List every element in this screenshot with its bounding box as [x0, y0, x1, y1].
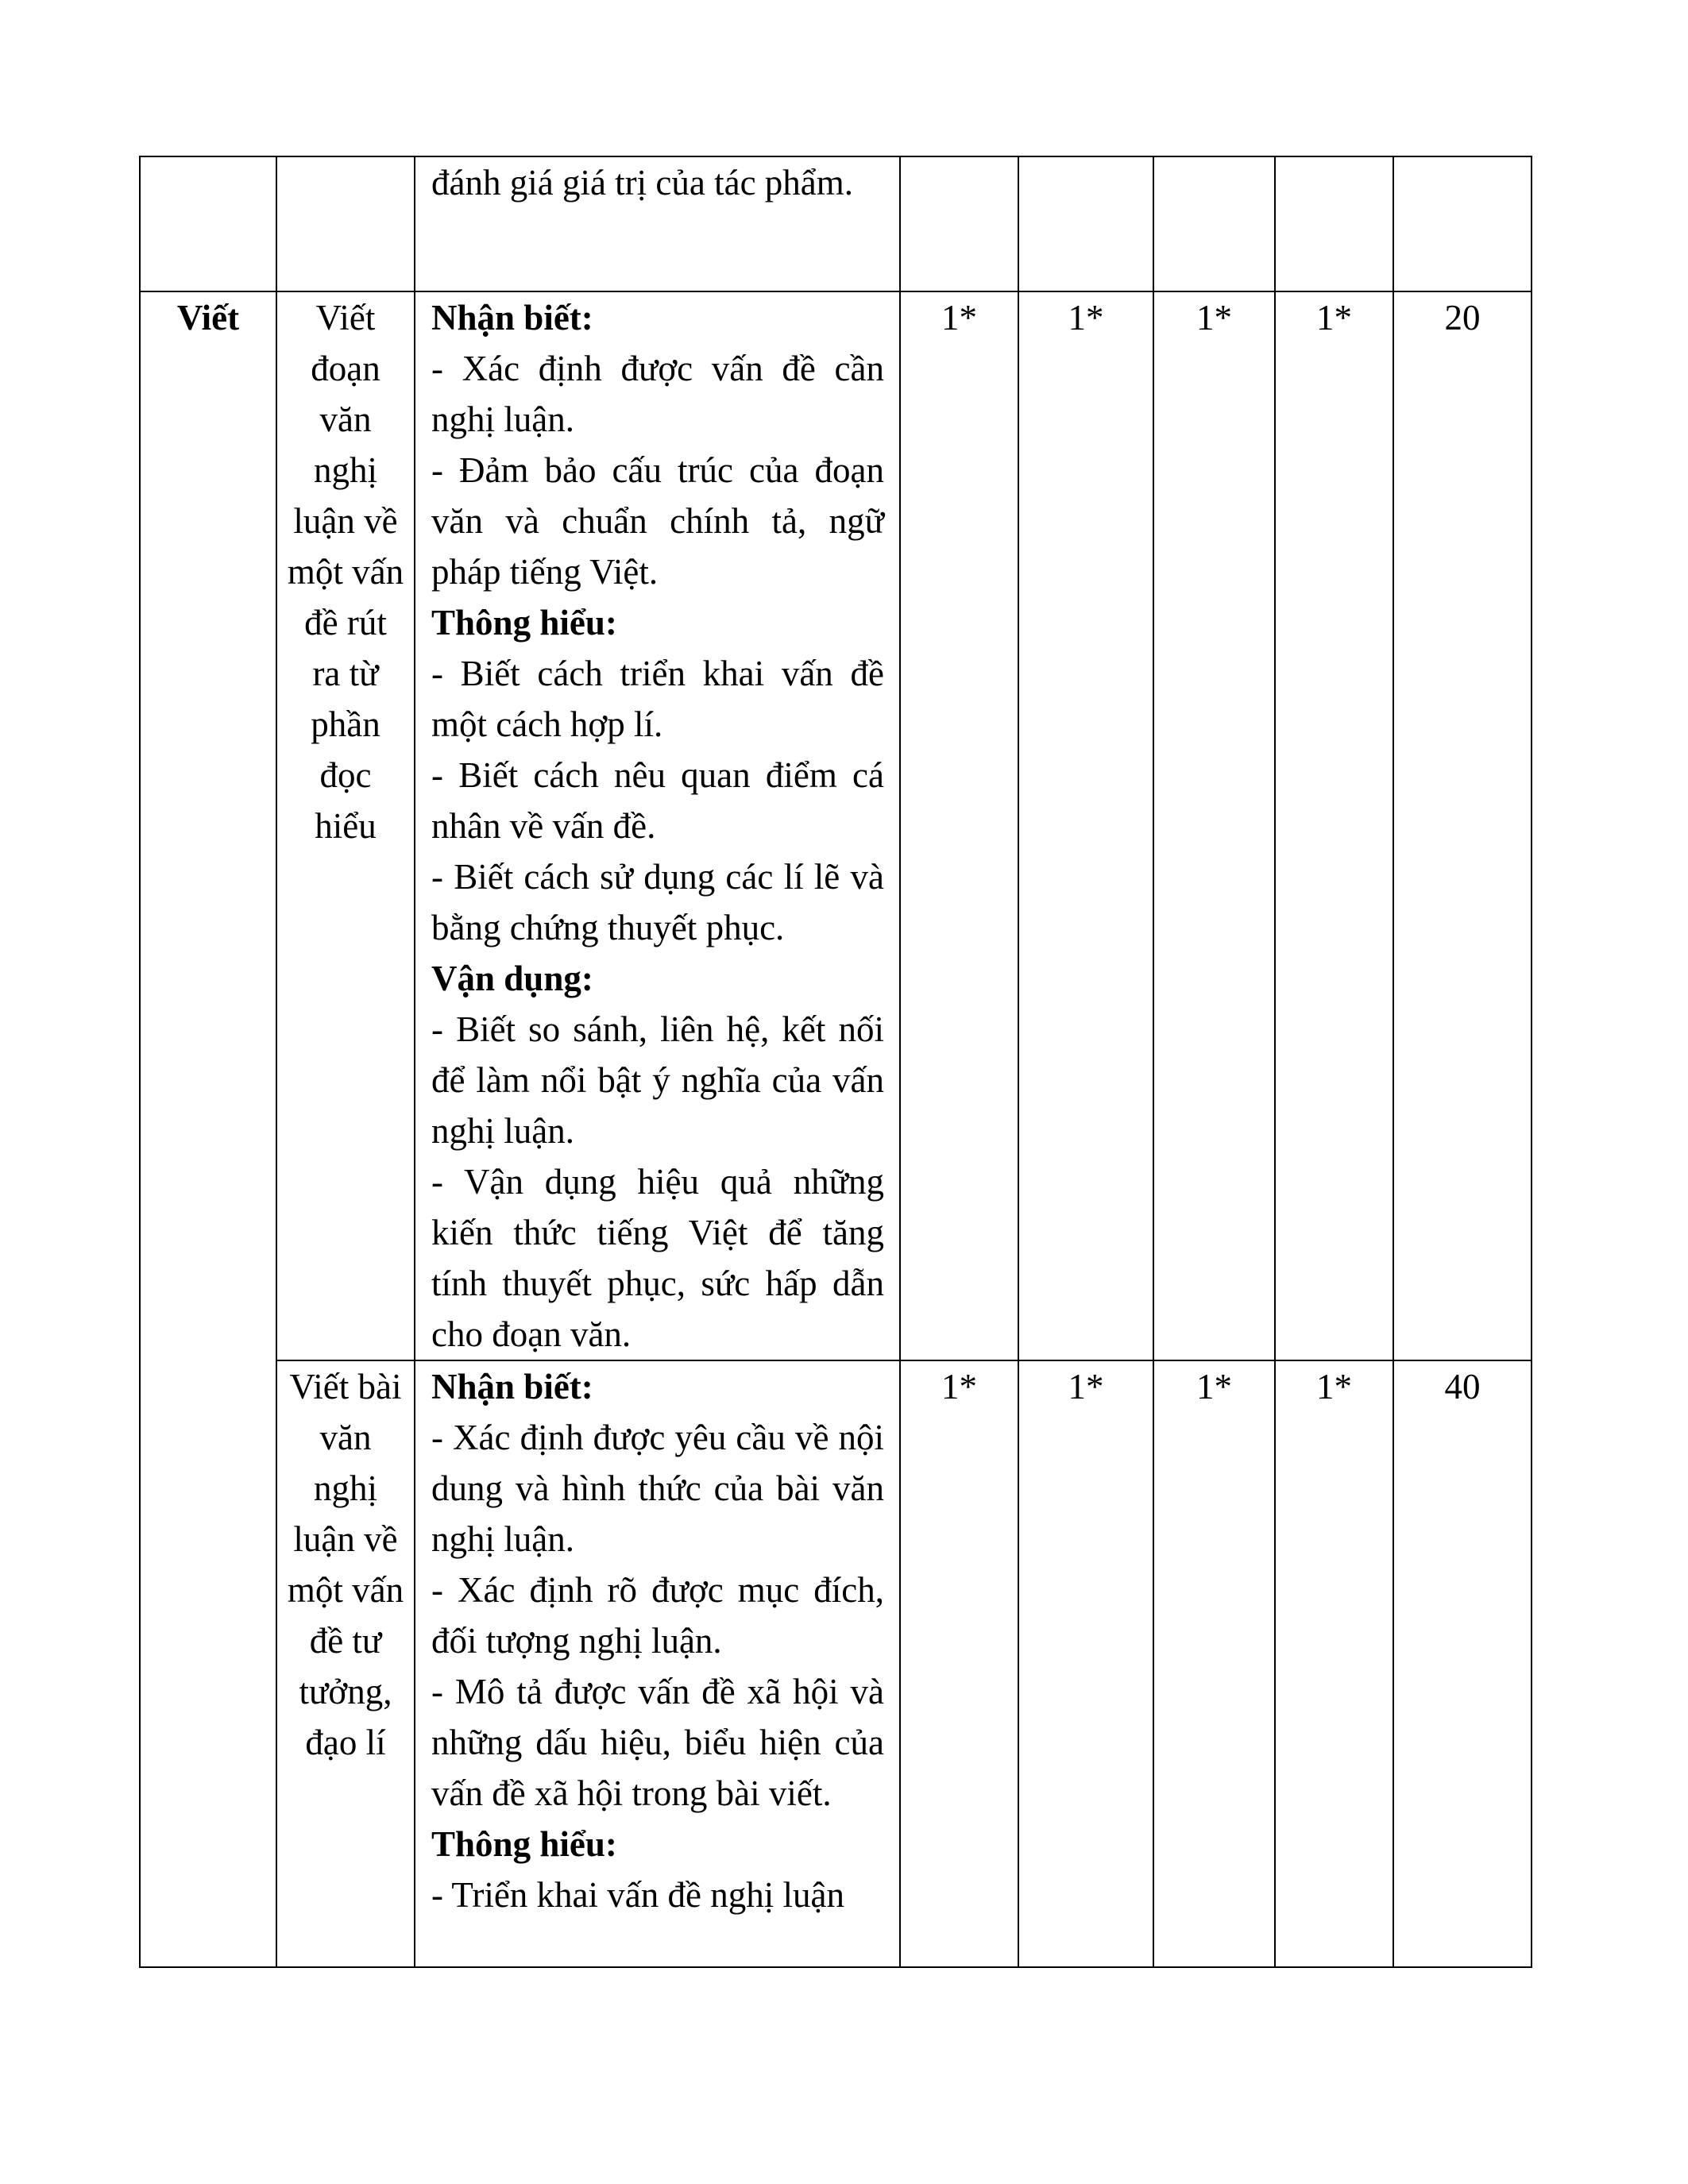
count-cell: 1*: [900, 1360, 1018, 1967]
criterion: - Mô tả được vấn đề xã hội và những dấu hiệu, biểu hiện của vấn đề xã hội trong bài viết.: [431, 1672, 884, 1813]
level-label-van-dung: Vận dụng:: [431, 959, 593, 998]
skill-cell: [140, 156, 276, 291]
criterion: - Biết cách triển khai vấn đề một cách hợp lí.: [431, 654, 884, 744]
count-cell: 1*: [1018, 1360, 1153, 1967]
level-label-thong-hieu: Thông hiểu:: [431, 603, 617, 642]
criterion: - Xác định rõ được mục đích, đối tượng nghị luận.: [431, 1570, 884, 1661]
criterion: - Xác định được yêu cầu về nội dung và hình thức của bài văn nghị luận.: [431, 1418, 884, 1559]
criterion: - Vận dụng hiệu quả những kiến thức tiếng Việt để tăng tính thuyết phục, sức hấp dẫn cho đoạn văn.: [431, 1162, 884, 1354]
level-label-thong-hieu: Thông hiểu:: [431, 1824, 617, 1864]
criterion: - Biết cách sử dụng các lí lẽ và bằng chứng thuyết phục.: [431, 857, 884, 947]
count-cell: [900, 156, 1018, 291]
count-cell: [1275, 156, 1393, 291]
score-cell: 40: [1393, 1360, 1532, 1967]
topic-cell: Viết bài văn nghị luận về một vấn đề tư tưởng, đạo lí: [276, 1360, 415, 1967]
topic-cell: [276, 156, 415, 291]
count-cell: [1018, 156, 1153, 291]
table-row: [140, 291, 1532, 1360]
description-cell: [415, 1360, 900, 1967]
count-cell: 1*: [1153, 1360, 1275, 1967]
description-cell: [415, 291, 900, 1360]
criterion: - Triển khai vấn đề nghị luận: [431, 1875, 844, 1915]
count-cell: 1*: [1275, 1360, 1393, 1967]
count-cell: 1*: [900, 291, 1018, 1360]
topic-cell: Viết đoạn văn nghị luận về một vấn đề rút ra từ phần đọc hiểu: [276, 291, 415, 1360]
criterion: - Biết cách nêu quan điểm cá nhân về vấn đề.: [431, 755, 884, 846]
level-label-nhan-biet: Nhận biết:: [431, 1367, 593, 1406]
description-cell: [415, 156, 900, 291]
count-cell: 1*: [1275, 291, 1393, 1360]
criterion: - Xác định được vấn đề cần nghị luận.: [431, 349, 884, 439]
table-row: [140, 156, 1532, 291]
level-label-nhan-biet: Nhận biết:: [431, 298, 593, 338]
criterion: - Biết so sánh, liên hệ, kết nối để làm nổi bật ý nghĩa của vấn nghị luận.: [431, 1009, 884, 1151]
assessment-matrix-table: [139, 156, 1532, 1968]
description-line: đánh giá giá trị của tác phẩm.: [431, 163, 854, 203]
count-cell: 1*: [1018, 291, 1153, 1360]
criterion: - Đảm bảo cấu trúc của đoạn văn và chuẩn chính tả, ngữ pháp tiếng Việt.: [431, 450, 884, 592]
count-cell: 1*: [1153, 291, 1275, 1360]
score-cell: 20: [1393, 291, 1532, 1360]
table-row: [140, 1360, 1532, 1967]
count-cell: [1153, 156, 1275, 291]
score-cell: [1393, 156, 1532, 291]
skill-cell: Viết: [140, 291, 276, 1967]
